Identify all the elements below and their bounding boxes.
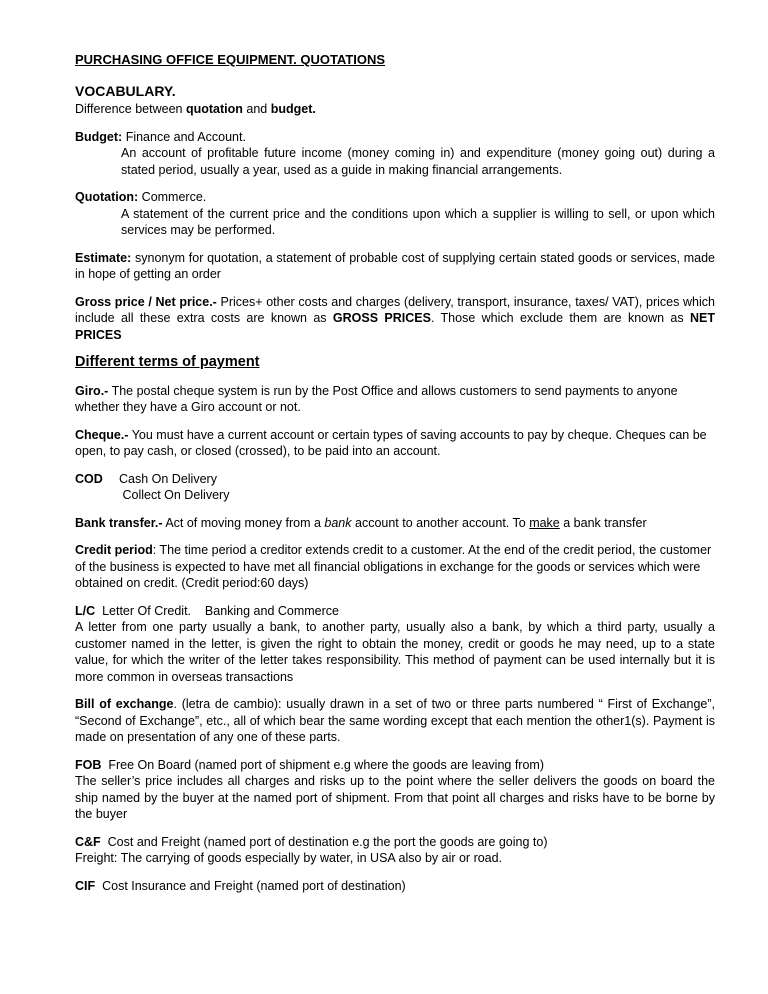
cif-entry: CIF Cost Insurance and Freight (named port of destination) bbox=[75, 878, 406, 893]
payment-terms-heading: Different terms of payment bbox=[75, 354, 260, 370]
cf-entry: C&F Cost and Freight (named port of destination e.g the port the goods are going to) Freight: The carrying of goods especially by water, in USA also by air or road. bbox=[75, 834, 548, 865]
bill-of-exchange-entry: Bill of exchange. (letra de cambio): usually drawn in a set of two or three parts numbered “ First of Exchange”, “Second of Exchange”, etc., all of which bear the same wording except that each mention the other1(s). Payment is made on presentation of any one of these parts. bbox=[75, 697, 715, 744]
gross-net-entry: Gross price / Net price.- Prices+ other costs and charges (delivery, transport, insurance, taxes/ VAT), prices which include all these extra costs are known as GROSS PRICES. Those which exclude them are known as NET PRICES bbox=[75, 294, 715, 342]
document-title: PURCHASING OFFICE EQUIPMENT. QUOTATIONS bbox=[75, 52, 386, 67]
quotation-definition: A statement of the current price and the conditions upon which a supplier is willing to sell, or upon which services may be performed. bbox=[121, 206, 715, 237]
estimate-term: Estimate: bbox=[75, 250, 132, 265]
letter-of-credit-entry: L/C Letter Of Credit. Banking and Commerce A letter from one party usually a bank, to another party, usually also a bank, by which a third party, usually a customer named in the letter, is given the right to obtain the money, credit or goods he may need, up to a state value, for which the writer of the letter takes responsibility. This method of payment can be used internally but it is more common in overseas transactions bbox=[75, 603, 715, 684]
document-page bbox=[75, 52, 715, 905]
gross-net-term: Gross price / Net price.- bbox=[75, 294, 217, 309]
quotation-entry: Quotation: Commerce. A statement of the current price and the conditions upon which a supplier is willing to sell, or upon which services may be performed. bbox=[75, 190, 715, 237]
budget-entry: Budget: Finance and Account. An account of profitable future income (money coming in) and expenditure (money going out) during a stated period, usually a year, used as a guide in making financial arrangements. bbox=[75, 129, 715, 177]
bank-transfer-entry: Bank transfer.- Act of moving money from a bank account to another account. To make a bank transfer bbox=[75, 515, 647, 530]
cod-entry: COD Cash On Delivery Collect On Delivery bbox=[75, 471, 230, 502]
vocabulary-heading: VOCABULARY. bbox=[75, 82, 176, 99]
cheque-entry: Cheque.- You must have a current account or certain types of saving accounts to pay by cheque. Cheques can be open, to pay cash, or closed (crossed), to be paid into an account. bbox=[75, 427, 707, 458]
credit-period-entry: Credit period: The time period a creditor extends credit to a customer. At the end of the credit period, the customer of the business is expected to have met all financial obligations in exchange for the goods or services which were obtained on credit. (Credit period:60 days) bbox=[75, 543, 712, 590]
giro-entry: Giro.- The postal cheque system is run by the Post Office and allows customers to send payments to anyone whether they have a Giro account or not. bbox=[75, 383, 678, 414]
budget-definition: An account of profitable future income (money coming in) and expenditure (money going out) during a stated period, usually a year, used as a guide in making financial arrangements. bbox=[121, 146, 715, 177]
budget-term: Budget: bbox=[75, 129, 123, 144]
quotation-term: Quotation: bbox=[75, 190, 139, 204]
fob-entry: FOB Free On Board (named port of shipment e.g where the goods are leaving from) The seller’s price includes all charges and risks up to the point where the seller delivers the goods on board the ship named by the buyer at the named port of shipment. From that point all charges and risks have to be borne by the buyer bbox=[75, 757, 715, 821]
vocabulary-intro: Difference between quotation and budget. bbox=[75, 102, 316, 116]
estimate-entry: Estimate: synonym for quotation, a statement of probable cost of supplying certain stated goods or services, made in hope of getting an order bbox=[75, 250, 715, 281]
